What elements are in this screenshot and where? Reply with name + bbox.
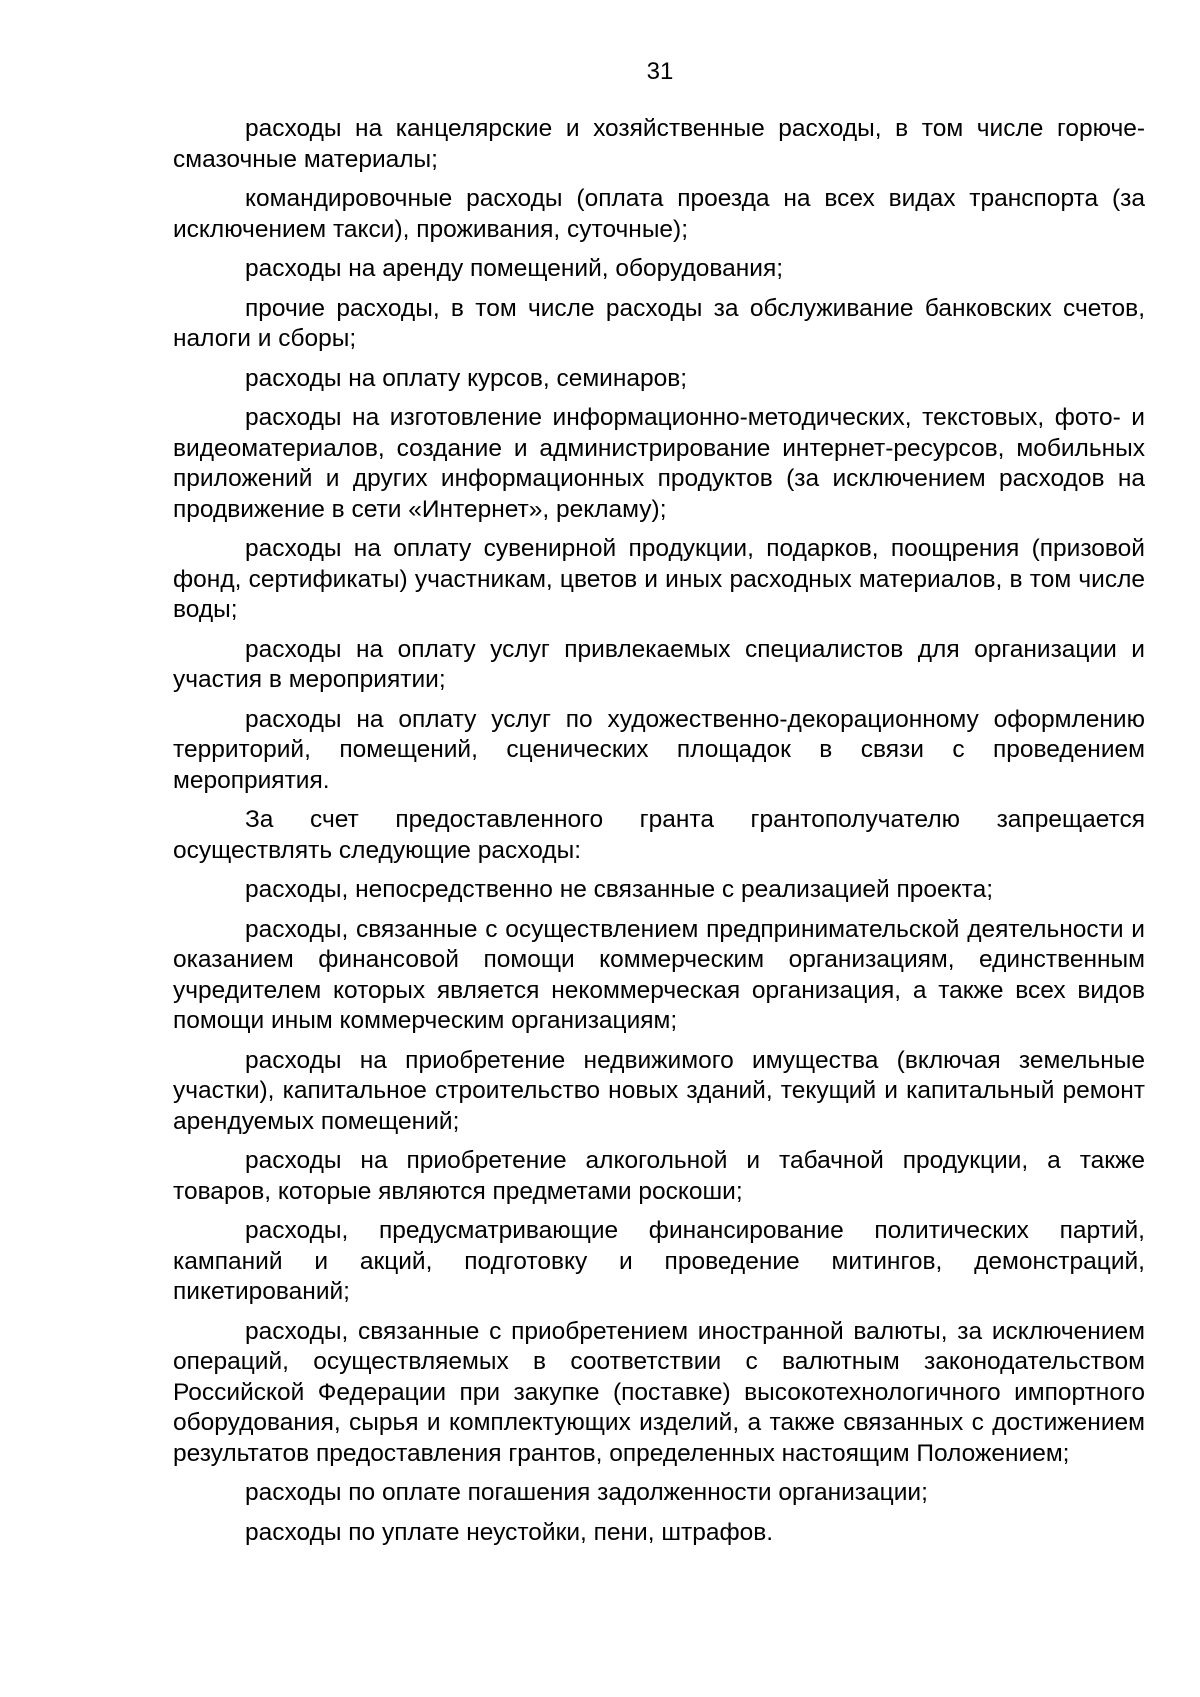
document-body	[173, 114, 1145, 1557]
paragraph-materials-expenses: расходы на изготовление информационно-методических, текстовых, фото- и видеоматериалов, создание и администрирование интернет-ресурсов, мобильных приложений и других информационных продуктов (за исключением расходов на продвижение в сети «Интернет», рекламу);	[173, 404, 1145, 523]
paragraph-commercial-expenses: расходы, связанные с осуществлением предпринимательской деятельности и оказанием финансовой помощи коммерческим организациям, единственным учредителем которых является некоммерческая организация, а также всех видов помощи иным коммерческим организациям;	[173, 915, 1145, 1034]
paragraph-debt-expenses: расходы по оплате погашения задолженности организации;	[245, 1479, 928, 1506]
paragraph-courses-expenses: расходы на оплату курсов, семинаров;	[245, 364, 688, 392]
paragraph-real-estate-expenses: расходы на приобретение недвижимого имущества (включая земельные участки), капитальное строительство новых зданий, текущий и капитальный ремонт арендуемых помещений;	[173, 1046, 1145, 1135]
paragraph-decoration-expenses: расходы на оплату услуг по художественно-декорационному оформлению территорий, помещений, сценических площадок в связи с проведением мероприятия.	[173, 705, 1145, 794]
paragraph-alcohol-expenses: расходы на приобретение алкогольной и табачной продукции, а также товаров, которые являются предметами роскоши;	[173, 1147, 1145, 1205]
paragraph-travel-expenses: командировочные расходы (оплата проезда на всех видах транспорта (за исключением такси), проживания, суточные);	[173, 185, 1145, 243]
paragraph-rent-expenses: расходы на аренду помещений, оборудования;	[245, 255, 784, 282]
paragraph-currency-expenses: расходы, связанные с приобретением иностранной валюты, за исключением операций, осуществляемых в соответствии с валютным законодательством Российской Федерации при закупке (поставке) высокотехнологичного импортного оборудования, сырья и комплектующих изделий, а также связанных с достижением результатов предоставления грантов, определенных настоящим Положением;	[173, 1317, 1145, 1467]
paragraph-unrelated-expenses: расходы, непосредственно не связанные с реализацией проекта;	[245, 876, 994, 903]
paragraph-penalty-expenses: расходы по уплате неустойки, пени, штрафов.	[245, 1518, 774, 1546]
paragraph-office-expenses: расходы на канцелярские и хозяйственные расходы, в том числе горюче-смазочные материалы;	[173, 115, 1145, 173]
paragraph-souvenir-expenses: расходы на оплату сувенирной продукции, подарков, поощрения (призовой фонд, сертификаты) участникам, цветов и иных расходных материалов, в том числе воды;	[173, 535, 1145, 623]
paragraph-other-expenses: прочие расходы, в том числе расходы за обслуживание банковских счетов, налоги и сборы;	[173, 294, 1145, 352]
paragraph-political-expenses: расходы, предусматривающие финансирование политических партий, кампаний и акций, подготовку и проведение митингов, демонстраций, пикетирований;	[173, 1217, 1145, 1305]
paragraph-specialists-expenses: расходы на оплату услуг привлекаемых специалистов для организации и участия в мероприятии;	[173, 635, 1145, 693]
paragraph-prohibited-intro: За счет предоставленного гранта грантополучателю запрещается осуществлять следующие расходы:	[173, 806, 1145, 864]
page-number: 31	[646, 58, 674, 85]
